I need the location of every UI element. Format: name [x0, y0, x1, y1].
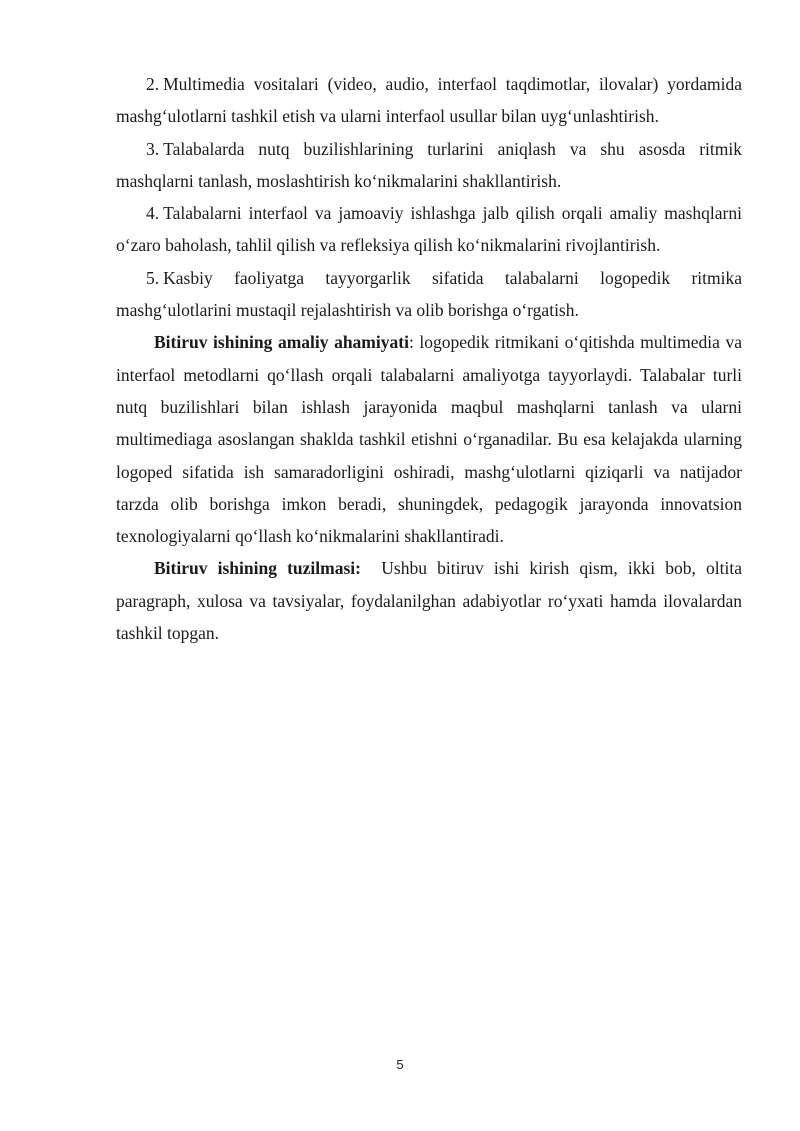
structure-paragraph [116, 552, 747, 649]
practical-significance-text: logopedik ritmikani o‘qitishda multimedia va interfaol metodlarni qo‘llash orqali talabalarni amaliyotga tayyorlaydi. Talabalar turli nutq buzilishlari bilan ishlash jarayonida maqbul mashqlarni tanlash va ularni multimediaga asoslangan shaklda tashkil etishni o‘rganadilar. Bu esa kelajakda ularning logoped sifatida ish samaradorligini oshiradi, mashg‘ulotlarni qiziqarli va natijador tarzda olib borishga imkon beradi, shuningdek, pedagogik jarayonda innovatsion texnologiyalarni qo‘llash ko‘nikmalarini shakllantiradi. [116, 332, 742, 547]
list-item-number: 2. [146, 74, 160, 94]
list-item-text: Talabalarni interfaol va jamoaviy ishlashga jalb qilish orqali amaliy mashqlarni o‘zaro baholash, tahlil qilish va refleksiya qilish ko‘nikmalarini rivojlantirish. [116, 203, 742, 256]
list-item-number: 4. [146, 203, 160, 224]
page-number: 5 [396, 1057, 404, 1072]
list-item-number: 3. [146, 138, 160, 159]
structure-heading: Bitiruv ishining tuzilmasi: [154, 558, 361, 579]
practical-significance-separator: : [408, 332, 414, 353]
structure-text: Ushbu bitiruv ishi kirish qism, ikki bob, oltita paragraph, xulosa va tavsiyalar, foydalanilghan adabiyotlar ro‘yxati hamda ilovalardan tashkil topgan. [116, 558, 747, 644]
practical-significance-paragraph [116, 326, 742, 552]
list-item [116, 197, 742, 262]
list-item-text: Kasbiy faoliyatga tayyorgarlik sifatida talabalarni logopedik ritmika mashg‘ulotlarini mustaqil rejalashtirish va olib borishga o‘rgatish. [116, 267, 742, 321]
list-item [116, 68, 742, 133]
document-page [116, 68, 747, 649]
list-item [116, 262, 742, 327]
list-item-number: 5. [146, 267, 160, 288]
list-item-text: Talabalarda nutq buzilishlarining turlarini aniqlash va shu asosda ritmik mashqlarni tanlash, moslashtirish ko‘nikmalarini shakllantirish. [116, 138, 742, 191]
list-item-text: Multimedia vositalari (video, audio, interfaol taqdimotlar, ilovalar) yordamida mashg‘ulotlarni tashkil etish va ularni interfaol usullar bilan uyg‘unlashtirish. [116, 74, 742, 127]
list-item [116, 133, 742, 198]
practical-significance-heading: Bitiruv ishining amaliy ahamiyati [154, 332, 409, 353]
